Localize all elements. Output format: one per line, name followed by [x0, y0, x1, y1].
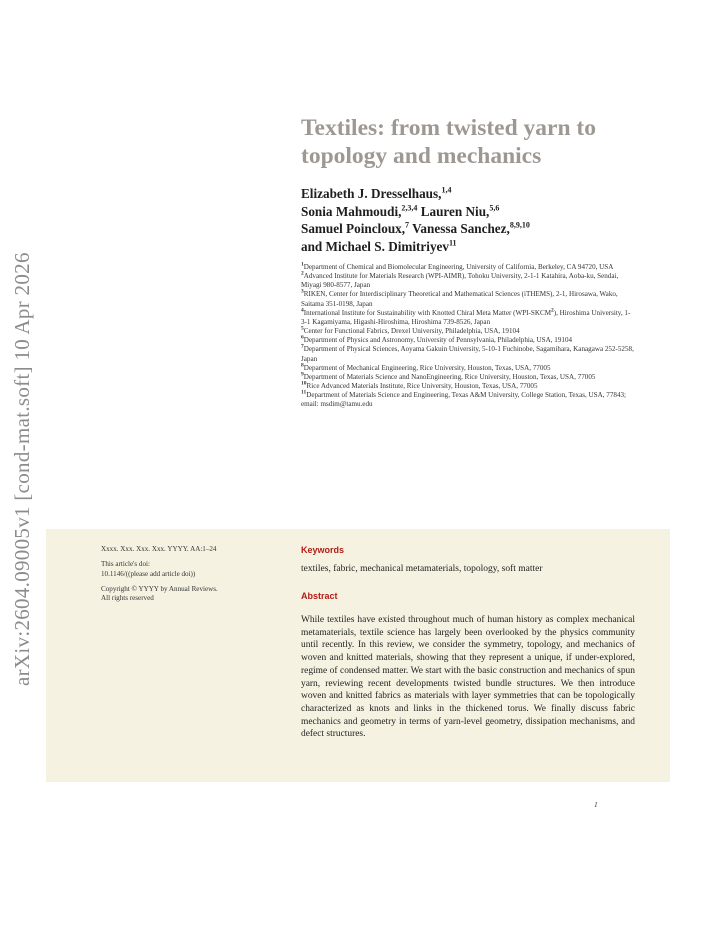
affiliation-list: [301, 263, 636, 410]
arxiv-identifier: arXiv:2604.09005v1 [cond-mat.soft] 10 Apr 2026: [10, 252, 34, 686]
abstract-text: While textiles have existed throughout much of human history as complex mechanical metamaterials, textile science has largely been overlooked by the physics community until recently. In this review, we consider the symmetry, topology, and mechanics of woven and knitted materials, showing that they represent a unique, if under-explored, regime of condensed matter. We start with the basic construction and mechanics of spun yarn, reviewing recent developments twisted bundle structures. We then introduce woven and knitted fabrics as materials with layer symmetries that can be topologically characterized as knots and links in the thickened torus. We finally discuss fabric mechanics and geometry in terms of yarn-level geometry, dissipation mechanisms, and defect structures.: [301, 615, 635, 740]
article-meta: [101, 545, 286, 603]
rights-line: All rights reserved: [101, 594, 154, 603]
abstract-heading: Abstract: [301, 591, 338, 601]
author-name: Sonia Mahmoudi,: [301, 203, 402, 219]
author-name: Elizabeth J. Dresselhaus,: [301, 186, 442, 201]
author-affiliation-marker: 5,6: [489, 203, 500, 213]
affiliation: $^{11}$Department of Materials Science and Engineering, Texas A&M University, College Station, Texas, USA, 77843; email: msdim@tamu.edu: [301, 389, 627, 409]
affiliation: $^{10}$Rice Advanced Materials Institute, Rice University, Houston, Texas, USA, 77005: [301, 380, 538, 391]
affiliation: $^6$Department of Physics and Astronomy, University of Pennsylvania, Philadelphia, USA, 19104: [301, 334, 573, 345]
author-affiliation-marker: 11: [448, 238, 457, 248]
copyright-notice: [101, 585, 286, 604]
copyright-line: Copyright © YYYY by Annual Reviews.: [101, 584, 218, 593]
keywords-text: textiles, fabric, mechanical metamaterials, topology, soft matter: [301, 564, 543, 574]
affiliation: $^8$Department of Mechanical Engineering, Rice University, Houston, Texas, USA, 77005: [301, 362, 551, 372]
author-affiliation-marker: 7: [405, 220, 410, 230]
keywords-heading: Keywords: [301, 545, 345, 555]
paper-title: Textiles: from twisted yarn to topology and mechanics: [301, 115, 597, 169]
affiliation: $^7$Department of Physical Sciences, Aoyama Gakuin University, 5-10-1 Fuchinobe, Sagamihara, Kanagawa 252-5258, Japan: [301, 344, 634, 363]
author-name: Vanessa Sanchez,: [412, 221, 510, 236]
page-number: 1: [594, 800, 598, 809]
affiliation: $^5$Center for Functional Fabrics, Drexel University, Philadelphia, USA, 19104: [301, 325, 520, 336]
affiliation: $^9$Department of Materials Science and NanoEngineering, Rice University, Houston, Texas, USA, 77005: [301, 371, 596, 381]
affiliation: $^1$Department of Chemical and Biomolecular Engineering, University of California, Berkeley, CA 94720, USA: [301, 261, 614, 271]
doi-value: 10.1146/((please add article doi)): [101, 569, 196, 578]
author-name: Samuel Poincloux,: [301, 221, 406, 236]
affiliation: $^3$RIKEN, Center for Interdisciplinary Theoretical and Mathematical Sciences (iTHEMS), 2-1, Hirosawa, Wako, Saitama 351-0198, Japan: [301, 289, 618, 308]
author-name: and Michael S. Dimitriyev: [301, 238, 449, 254]
article-doi: [101, 560, 286, 579]
author-name: Lauren Niu,: [420, 203, 490, 219]
journal-citation: Xxxx. Xxx. Xxx. Xxx. YYYY. AA:1–24: [101, 545, 217, 553]
affiliation: $^4$International Institute for Sustainability with Knotted Chiral Meta Matter (WPI-SKCM$^2$), Hiroshima University, 1-3-1 Kagamiyama, Higashi-Hiroshima, Hiroshima 739-8526, Japan: [301, 307, 631, 326]
author-affiliation-marker: 1,4: [441, 185, 452, 195]
author-affiliation-marker: 8,9,10: [509, 220, 530, 230]
affiliation: $^2$Advanced Institute for Materials Research (WPI-AIMR), Tohoku University, 2-1-1 Katahira, Aoba-ku, Sendai, Miyagi 980-8577, Japan: [301, 270, 619, 290]
author-list: [301, 185, 681, 255]
doi-label: This article's doi:: [101, 560, 150, 569]
author-affiliation-marker: 2,3,4: [401, 203, 418, 213]
